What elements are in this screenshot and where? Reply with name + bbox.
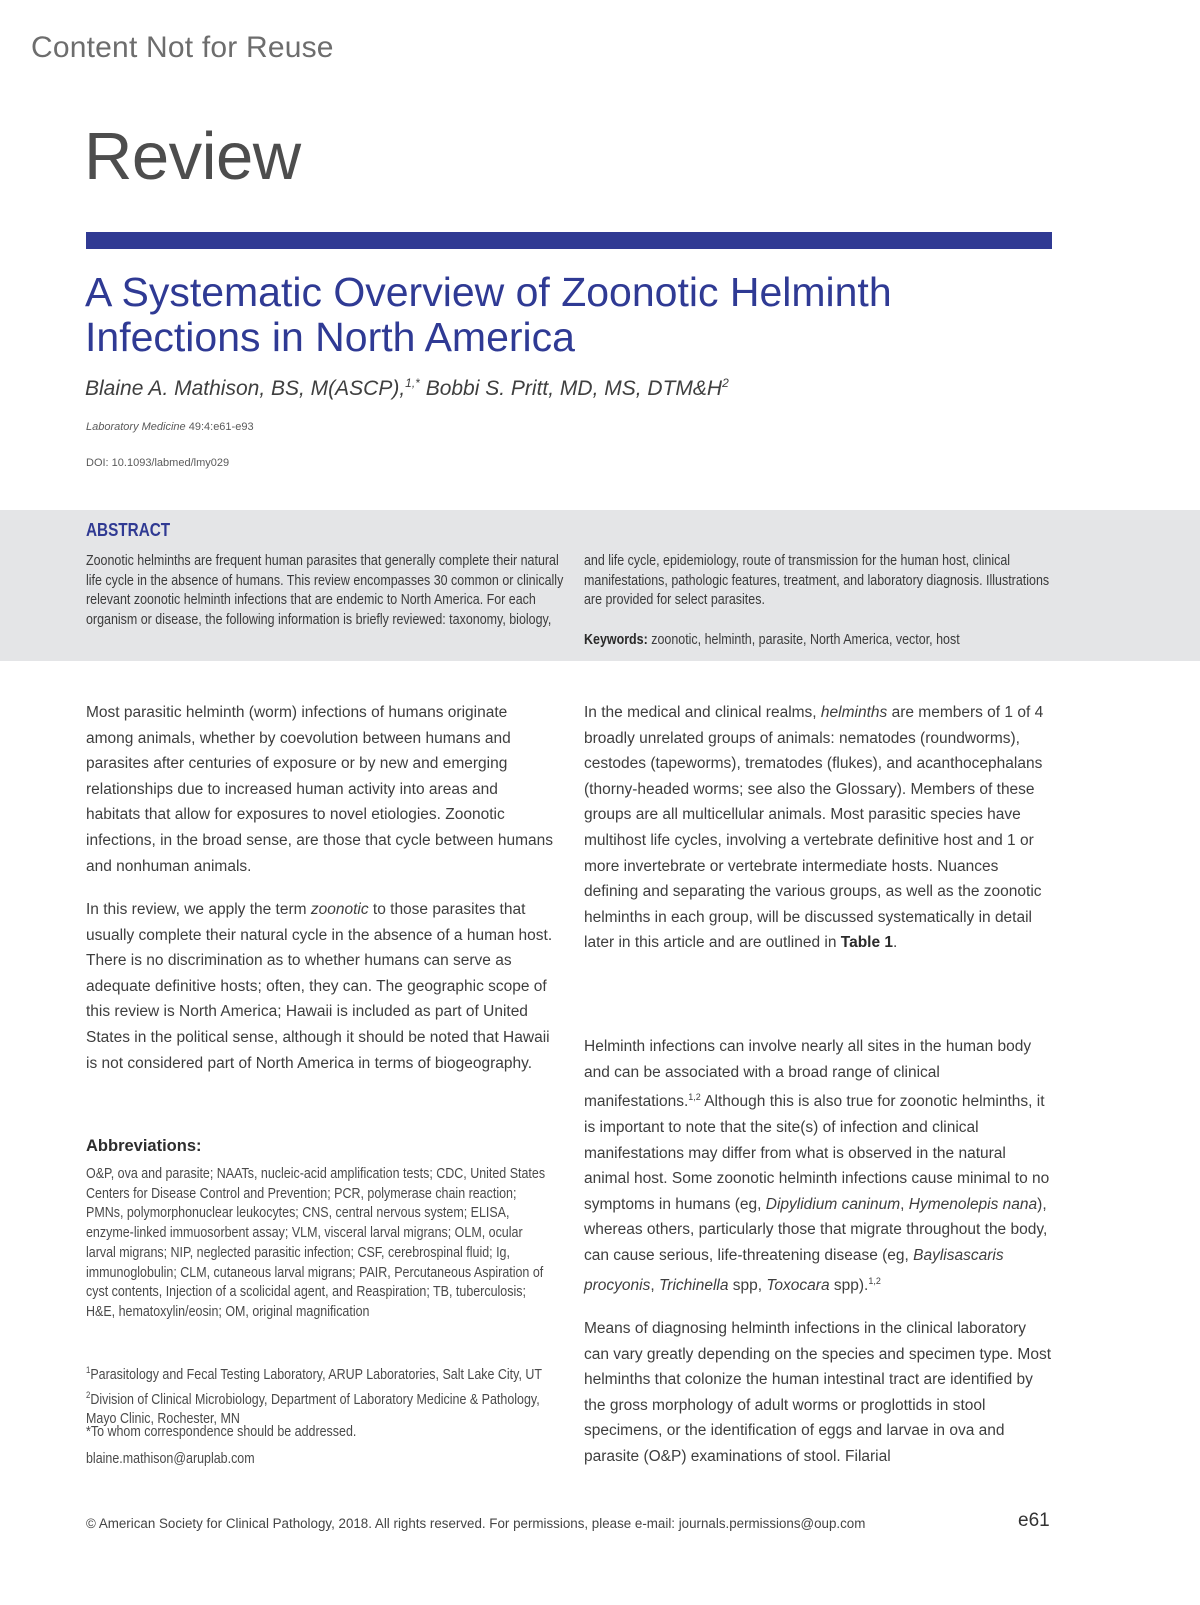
text: Although this is also true for zoonotic helminths, it is important to note that the site(s) of infection and clinical manifestations may differ from what is observed in the natural animal host. Some zoonotic helminth infections cause minimal to no symptoms in humans (eg,: [584, 1093, 1050, 1213]
title-line-1: A Systematic Overview of Zoonotic Helminth: [85, 269, 892, 315]
italic-term: zoonotic: [310, 901, 369, 918]
author-2: Bobbi S. Pritt, MD, MS, DTM&H: [419, 377, 723, 400]
body-left-paragraph-2: [86, 897, 556, 1076]
body-left-paragraph-1: Most parasitic helminth (worm) infections of humans originate among animals, whether by coevolution between humans and parasites after centuries of exposure or by new and emerging relationships due to increased human activity into areas and habitats that allow for exposures to novel etiologies. Zoonotic infections, in the broad sense, are those that cycle between humans and nonhuman animals.: [86, 704, 554, 875]
text: to those parasites that usually complete their natural cycle in the absence of a human host. There is no discrimination as to whether humans can serve as adequate definitive hosts; often, they can. The geographic scope of this review is North America; Hawaii is included as part of United States in the political sense, although it should be noted that Hawaii is not considered part of North America in terms of biogeography.: [86, 901, 553, 1072]
table-reference[interactable]: Table 1: [840, 934, 894, 952]
affiliation-1: Parasitology and Fecal Testing Laboratory, ARUP Laboratories, Salt Lake City, UT: [90, 1366, 542, 1383]
journal-volume: 49:4:e61-e93: [185, 421, 254, 433]
correspondence-email[interactable]: blaine.mathison@aruplab.com: [86, 1451, 255, 1467]
page-number: e61: [1018, 1510, 1050, 1531]
species-name: Hymenolepis nana: [908, 1195, 1038, 1213]
abstract-text-col1: Zoonotic helminths are frequent human parasites that generally complete their natural life cycle in the absence of humans. This review encompasses 30 common or clinically relevant zoonotic helminth infections that are endemic to North America. For each organism or disease, the following information is briefly reviewed: taxonomy, biology,: [86, 553, 564, 628]
text: are members of 1 of 4 broadly unrelated groups of animals: nematodes (roundworms), cestodes (tapeworms), trematodes (flukes), and acanthocephalans (thorny-headed worms; see also the Glossary). Members of these groups are all multicellular animals. Most parasitic species have multihost life cycles, involving a vertebrate definitive host and 1 or more invertebrate or vertebrate intermediate hosts. Nuances defining and separating the various groups, as well as the zoonotic helminths in each group, will be discussed systematically in detail later in this article and are outlined in: [584, 704, 1044, 952]
body-right-paragraph-3: Means of diagnosing helminth infections in the clinical laboratory can vary greatly depending on the species and specimen type. Most helminths that colonize the human intestinal tract are identified by the gross morphology of adult worms or proglottids in stool specimens, or the identification of eggs and larvae in ova and parasite (O&P) examinations of stool. Filarial: [584, 1320, 1051, 1465]
abstract-text-col2: and life cycle, epidemiology, route of transmission for the human host, clinical manifestations, pathologic features, treatment, and laboratory diagnosis. Illustrations are provided for select parasites.: [584, 553, 1050, 609]
affiliation-2: Division of Clinical Microbiology, Department of Laboratory Medicine & Pathology, Mayo Clinic, Rochester, MN: [86, 1391, 540, 1428]
citation[interactable]: 1,2: [868, 1275, 881, 1286]
affiliation-marker: 2: [86, 1389, 91, 1400]
species-name: Dipylidium caninum: [765, 1195, 901, 1213]
correspondence-note: *To whom correspondence should be addressed.: [86, 1424, 357, 1440]
abbreviations-text: O&P, ova and parasite; NAATs, nucleic-acid amplification tests; CDC, United States Centers for Disease Control and Prevention; PCR, polymerase chain reaction; PMNs, polymorphonuclear leukocytes; CNS, central nervous system; ELISA, enzyme-linked immuosorbent assay; VLM, visceral larval migrans; OLM, ocular larval migrans; NIP, neglected parasitic infection; CSF, cerebrospinal fluid; Ig, immunoglobulin; CLM, cutaneous larval migrans; PAIR, Percutaneous Aspiration of cyst contents, Injection of a scolicidal agent, and Reaspiration; TB, tuberculosis; H&E, hematoxylin/eosin; OM, original magnification: [86, 1166, 546, 1320]
citation[interactable]: 1,2: [688, 1092, 701, 1103]
title-line-2: Infections in North America: [85, 314, 575, 360]
article-title: [85, 270, 1085, 360]
journal-name: Laboratory Medicine: [86, 421, 186, 433]
italic-term: helminths: [820, 704, 888, 721]
affiliation-marker: 1: [86, 1365, 91, 1375]
text: spp,: [728, 1276, 767, 1294]
species-name: Trichinella: [658, 1276, 729, 1294]
species-name: Baylisascaris procyonis: [584, 1246, 1004, 1294]
keywords-list: zoonotic, helminth, parasite, North America, vector, host: [647, 632, 960, 648]
text: spp).: [829, 1276, 869, 1294]
body-right-paragraph-1: [584, 700, 1054, 956]
body-right-paragraph-2: [584, 1034, 1054, 1298]
author-1-affiliation: 1,*: [405, 376, 420, 390]
journal-citation: [86, 421, 254, 433]
watermark: Content Not for Reuse: [31, 31, 334, 64]
text: In this review, we apply the term: [86, 901, 311, 918]
abstract-heading: ABSTRACT: [86, 520, 171, 540]
keywords-label: Keywords:: [584, 632, 648, 648]
text: .: [893, 934, 898, 952]
text: Helminth infections can involve nearly all sites in the human body and can be associated with a broad range of clinical manifestations.: [584, 1038, 1032, 1111]
title-rule: [86, 232, 1052, 249]
keywords: [584, 632, 960, 648]
copyright-footer: © American Society for Clinical Pathology, 2018. All rights reserved. For permissions, please e-mail: journals.permissions@oup.com: [86, 1516, 866, 1531]
text: ,: [650, 1276, 659, 1294]
affiliations: [86, 1361, 550, 1430]
author-1: Blaine A. Mathison, BS, M(ASCP),: [85, 377, 406, 400]
text: ,: [900, 1195, 909, 1213]
text: ), whereas others, particularly those that migrate throughout the body, can cause serious, life-threatening disease (eg,: [584, 1195, 1048, 1264]
doi[interactable]: DOI: 10.1093/labmed/lmy029: [86, 457, 230, 469]
section-label: Review: [84, 119, 301, 194]
text: In the medical and clinical realms,: [584, 704, 821, 721]
author-list: [85, 376, 729, 401]
abbreviations-heading: Abbreviations:: [86, 1137, 202, 1155]
species-name: Toxocara: [766, 1276, 830, 1294]
author-2-affiliation: 2: [722, 376, 729, 390]
